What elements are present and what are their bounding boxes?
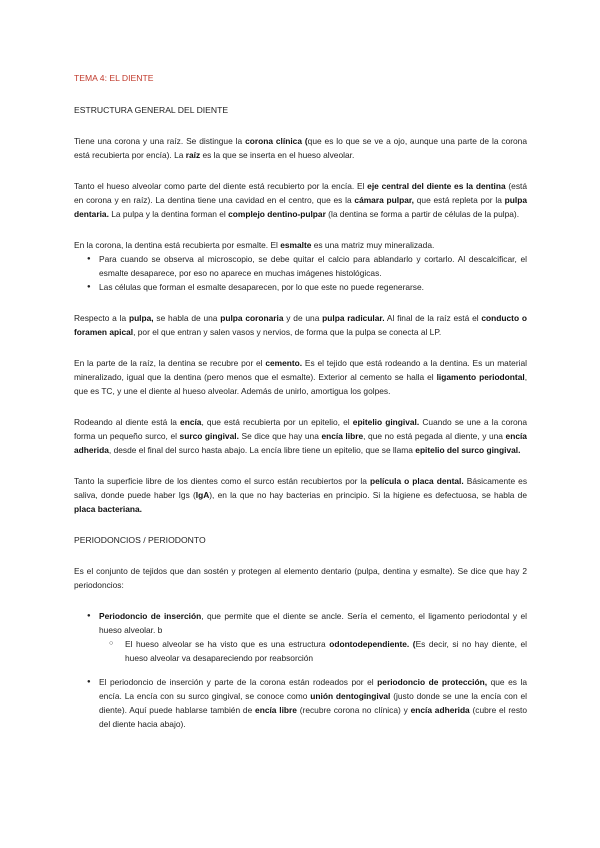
- paragraph-corona-raiz: Tiene una corona y una raíz. Se distingue la corona clínica (que es lo que se ve a ojo, aunque una parte de la corona está recubierta por encía). La raíz es la que se inserta en el hueso alveolar.: [74, 136, 527, 160]
- section-heading-periodoncio: PERIODONCIOS / PERIODONTO: [74, 535, 206, 545]
- list-item-proteccion: ● El periodoncio de inserción y parte de la corona están rodeados por el periodoncio de protección, que es la encía. La encía con su surco gingival, se conoce como unión dentogingival (justo donde se une la encía con el diente). Aquí puede hablarse también de encía libre (recubre corona no clínica) y encía adherida (cubre el resto del diente hacia abajo).: [74, 675, 527, 731]
- paragraph-pulpa: Respecto a la pulpa, se habla de una pulpa coronaria y de una pulpa radicular. Al final de la raíz está el conducto o foramen apical, por el que entran y salen vasos y nervios, de forma que la pulpa se conecta al LP.: [74, 313, 527, 337]
- document-title: TEMA 4: EL DIENTE: [74, 73, 154, 83]
- paragraph-placa: Tanto la superficie libre de los dientes como el surco están recubiertos por la película o placa dental. Básicamente es saliva, donde puede haber Igs (IgA), en la que no hay bacterias en principio. Si la higiene es defectuosa, se habla de placa bacteriana.: [74, 476, 528, 514]
- paragraph-esmalte: En la corona, la dentina está recubierta por esmalte. El esmalte es una matriz muy mineralizada.: [74, 240, 435, 250]
- list-item: ● Para cuando se observa al microscopio, se debe quitar el calcio para ablandarlo y cortarlo. Al descalcificar, el esmalte desaparece, por eso no aparece en muchas imágenes histológicas.: [74, 252, 527, 280]
- esmalte-list: [74, 252, 527, 294]
- section-heading-structure: ESTRUCTURA GENERAL DEL DIENTE: [74, 105, 229, 115]
- paragraph-cemento: En la parte de la raíz, la dentina se recubre por el cemento. Es el tejido que está rodeando a la dentina. Es un material mineralizado, igual que la dentina (pero menos que el esmalte). Exterior al cemento se halla el ligamento periodontal, que es TC, y une el diente al hueso alveolar. Además de unirlo, amortigua los golpes.: [74, 358, 528, 396]
- sub-list: [99, 637, 527, 665]
- document-body: [74, 71, 527, 748]
- sub-list-item: ○ El hueso alveolar se ha visto que es una estructura odontodependiente. (Es decir, si no hay diente, el hueso alveolar va desapareciendo por reabsorción: [99, 637, 527, 665]
- paragraph-dentina: Tanto el hueso alveolar como parte del diente está recubierto por la encía. El eje central del diente es la dentina (está en corona y en raíz). La dentina tiene una cavidad en el centro, que es la cámara pulpar, que está repleta por la pulpa dentaria. La pulpa y la dentina forman el complejo dentino-pulpar (la dentina se forma a partir de células de la pulpa).: [74, 181, 528, 219]
- list-item: ● Las células que forman el esmalte desaparecen, por lo que este no puede regenerarse.: [74, 280, 527, 294]
- paragraph-encia: Rodeando al diente está la encía, que está recubierta por un epitelio, el epitelio gingival. Cuando se une a la corona forma un pequeño surco, el surco gingival. Se dice que hay una encía libre, que no está pegada al diente, y una encía adherida, desde el final del surco hasta abajo. La encía libre tiene un epitelio, que se llama epitelio del surco gingival.: [74, 417, 527, 455]
- list-item-insercion: ● Periodoncio de inserción, que permite que el diente se ancle. Sería el cemento, el ligamento periodontal y el hueso alveolar. b ○ El hueso alveolar se ha visto que es una estructura odontodependiente. (Es decir, si no hay diente, el hueso alveolar va desapareciendo por reabsorción: [74, 609, 527, 665]
- paragraph-periodoncio-intro: Es el conjunto de tejidos que dan sostén y protegen al elemento dentario (pulpa, dentina y esmalte). Se dice que hay 2 periodoncios:: [74, 566, 527, 590]
- periodoncio-list: [74, 609, 527, 731]
